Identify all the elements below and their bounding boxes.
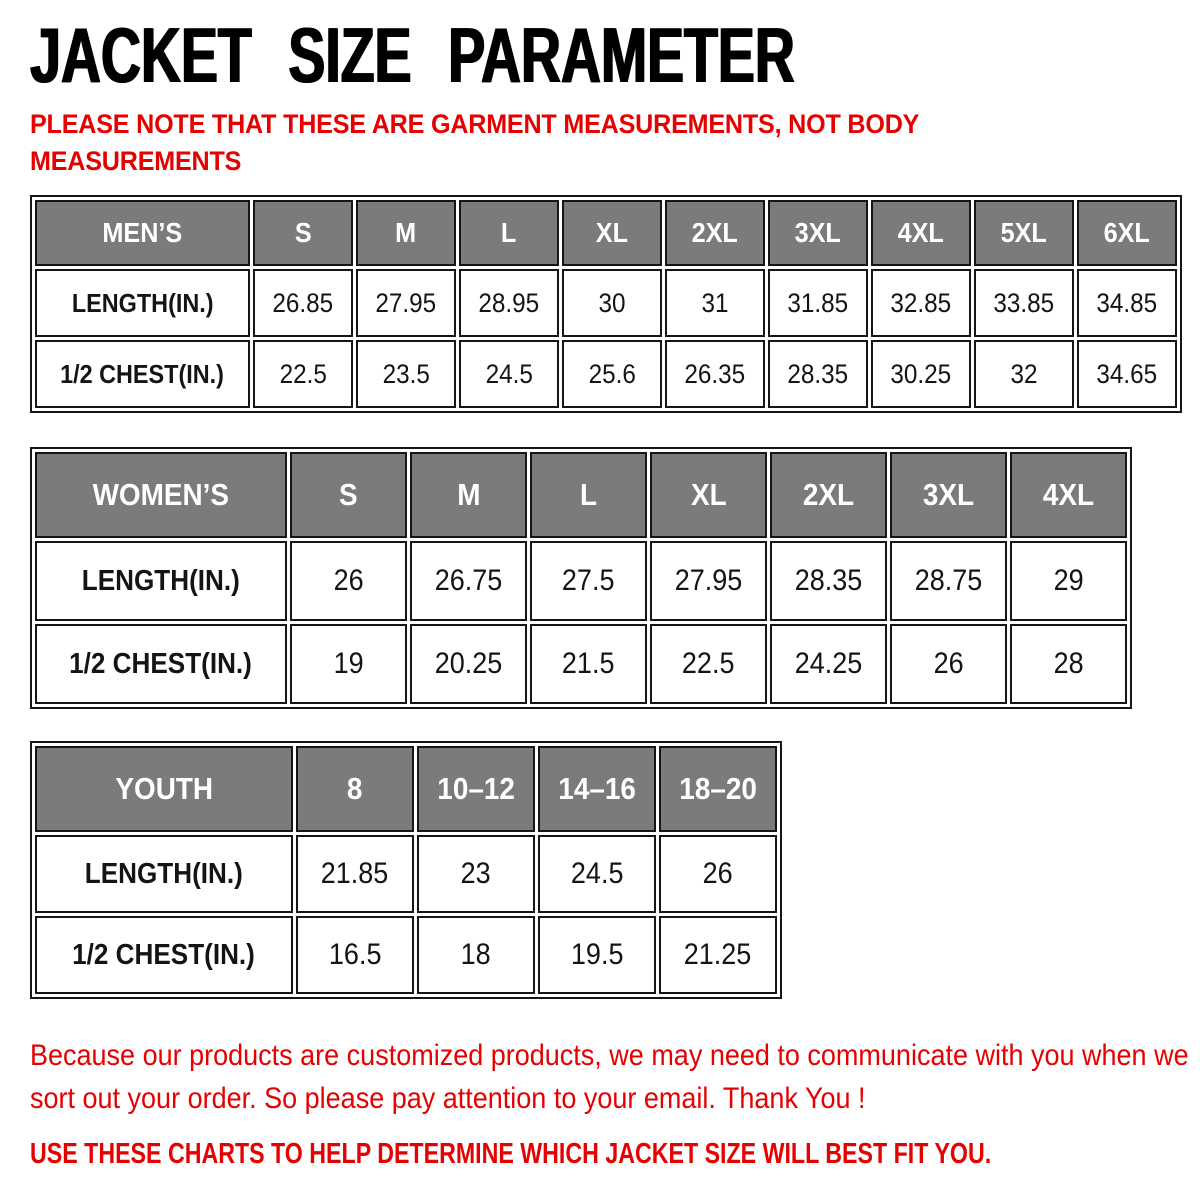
measurement-value: 34.85 [1096, 287, 1158, 318]
youth-size-table [30, 741, 782, 999]
youth-data-row [35, 835, 777, 913]
youth-table-title-cell [35, 746, 293, 832]
mens-table-title-cell [35, 200, 250, 266]
mens-data-row [35, 269, 1177, 337]
measurement-cell [290, 624, 407, 704]
measurement-cell [650, 624, 767, 704]
measurement-value: 28.75 [914, 564, 983, 598]
measurement-cell [356, 269, 456, 337]
header-label: 2XL [691, 217, 739, 249]
garment-measurement-note: PLEASE NOTE THAT THESE ARE GARMENT MEASUREMENTS, NOT BODY MEASUREMENTS [30, 109, 919, 176]
row-label: LENGTH(IN.) [81, 564, 241, 597]
mens-size-header-cell [871, 200, 971, 266]
size-tables-container [30, 195, 1200, 999]
measurement-value: 24.25 [794, 647, 863, 681]
measurement-value: 22.5 [682, 647, 735, 681]
mens-size-header-cell [974, 200, 1074, 266]
womens-size-header-cell [1010, 452, 1127, 538]
row-label: LENGTH(IN.) [84, 857, 244, 890]
header-label: WOMEN’S [92, 477, 230, 513]
header-label: 14–16 [558, 771, 636, 807]
header-label: M [395, 217, 417, 249]
measurement-cell [770, 624, 887, 704]
measurement-cell [296, 916, 414, 994]
measurement-value: 21.5 [562, 647, 615, 681]
measurement-cell [768, 269, 868, 337]
youth-data-row [35, 916, 777, 994]
measurement-cell [410, 541, 527, 621]
measurement-value: 27.5 [562, 564, 615, 598]
measurement-cell [871, 340, 971, 408]
row-label: 1/2 CHEST(IN.) [69, 647, 253, 680]
measurement-value: 31.85 [787, 287, 849, 318]
measurement-cell [562, 269, 662, 337]
header-label: 2XL [802, 477, 855, 513]
header-label: L [579, 477, 598, 513]
measurement-value: 23 [460, 857, 492, 891]
womens-size-header-cell [650, 452, 767, 538]
mens-header-row [35, 200, 1177, 266]
measurement-cell [974, 340, 1074, 408]
measurement-value: 22.5 [279, 358, 327, 389]
womens-header-row [35, 452, 1127, 538]
measurement-value: 26 [702, 857, 734, 891]
mens-size-header-cell [253, 200, 353, 266]
header-label: XL [595, 217, 629, 249]
mens-size-header-cell [356, 200, 456, 266]
youth-size-header-cell [538, 746, 656, 832]
fit-advice-line: USE THESE CHARTS TO HELP DETERMINE WHICH JACKET SIZE WILL BEST FIT YOU. [30, 1138, 992, 1171]
mens-size-header-cell [459, 200, 559, 266]
header-label: S [339, 477, 358, 513]
measurement-value: 32.85 [890, 287, 952, 318]
measurement-cell [1010, 624, 1127, 704]
measurement-value: 28 [1053, 647, 1084, 681]
mens-data-row [35, 340, 1177, 408]
measurement-value: 25.6 [588, 358, 636, 389]
measurement-value: 33.85 [993, 287, 1055, 318]
measurement-cell [1077, 269, 1177, 337]
measurement-value: 24.5 [485, 358, 533, 389]
measurement-value: 18 [460, 938, 492, 972]
header-label: MEN’S [102, 217, 183, 249]
measurement-value: 28.35 [787, 358, 849, 389]
measurement-value: 26.85 [272, 287, 334, 318]
measurement-value: 27.95 [674, 564, 743, 598]
row-label: 1/2 CHEST(IN.) [72, 938, 256, 971]
measurement-cell [1010, 541, 1127, 621]
header-label: 18–20 [679, 771, 757, 807]
measurement-cell [659, 916, 777, 994]
measurement-value: 21.85 [321, 857, 389, 891]
womens-size-table [30, 447, 1132, 709]
measurement-value: 32 [1010, 358, 1038, 389]
measurement-value: 34.65 [1096, 358, 1158, 389]
measurement-cell [562, 340, 662, 408]
measurement-cell [356, 340, 456, 408]
row-label-cell [35, 835, 293, 913]
header-label: 5XL [1000, 217, 1048, 249]
mens-size-header-cell [562, 200, 662, 266]
row-label: 1/2 CHEST(IN.) [60, 358, 225, 389]
measurement-cell [290, 541, 407, 621]
row-label-cell [35, 624, 287, 704]
youth-header-row [35, 746, 777, 832]
womens-table-title-cell [35, 452, 287, 538]
measurement-cell [890, 541, 1007, 621]
row-label: LENGTH(IN.) [71, 287, 214, 318]
measurement-cell [768, 340, 868, 408]
row-label-cell [35, 340, 250, 408]
measurement-cell [253, 340, 353, 408]
measurement-value: 30 [598, 287, 626, 318]
measurement-cell [410, 624, 527, 704]
measurement-value: 30.25 [890, 358, 952, 389]
row-label-cell [35, 916, 293, 994]
header-label: 6XL [1103, 217, 1151, 249]
womens-data-row [35, 624, 1127, 704]
header-label: L [501, 217, 517, 249]
measurement-value: 19 [333, 647, 364, 681]
measurement-value: 20.25 [434, 647, 503, 681]
measurement-cell [650, 541, 767, 621]
measurement-cell [417, 835, 535, 913]
measurement-value: 27.95 [375, 287, 437, 318]
measurement-cell [530, 624, 647, 704]
measurement-value: 29 [1053, 564, 1084, 598]
measurement-value: 26 [333, 564, 364, 598]
mens-size-table [30, 195, 1182, 413]
womens-size-header-cell [770, 452, 887, 538]
measurement-cell [665, 340, 765, 408]
womens-size-header-cell [290, 452, 407, 538]
measurement-cell [253, 269, 353, 337]
measurement-value: 26.35 [684, 358, 746, 389]
header-label: 3XL [794, 217, 842, 249]
womens-data-row [35, 541, 1127, 621]
header-label: YOUTH [115, 771, 213, 807]
row-label-cell [35, 541, 287, 621]
measurement-value: 24.5 [570, 857, 624, 891]
measurement-value: 26 [933, 647, 964, 681]
mens-size-header-cell [768, 200, 868, 266]
measurement-cell [530, 541, 647, 621]
header-label: S [294, 217, 312, 249]
measurement-cell [538, 916, 656, 994]
measurement-cell [659, 835, 777, 913]
youth-size-header-cell [296, 746, 414, 832]
mens-size-header-cell [1077, 200, 1177, 266]
measurement-cell [665, 269, 765, 337]
header-label: 10–12 [437, 771, 515, 807]
measurement-value: 28.95 [478, 287, 540, 318]
womens-size-header-cell [410, 452, 527, 538]
header-label: M [456, 477, 481, 513]
measurement-cell [974, 269, 1074, 337]
measurement-cell [1077, 340, 1177, 408]
measurement-cell [871, 269, 971, 337]
measurement-value: 28.35 [794, 564, 863, 598]
mens-size-header-cell [665, 200, 765, 266]
header-label: 4XL [1042, 477, 1095, 513]
measurement-value: 26.75 [434, 564, 503, 598]
measurement-cell [417, 916, 535, 994]
measurement-cell [538, 835, 656, 913]
customization-notice: Because our products are customized products, we may need to communicate with you when we sort out your order. So please pay attention to your email. Thank You ! [30, 1039, 1189, 1115]
youth-size-header-cell [659, 746, 777, 832]
header-label: 4XL [897, 217, 945, 249]
measurement-cell [459, 340, 559, 408]
row-label-cell [35, 269, 250, 337]
header-label: 3XL [922, 477, 975, 513]
page-title: JACKET SIZE PARAMETER [30, 11, 795, 99]
measurement-value: 21.25 [684, 938, 752, 972]
measurement-value: 31 [701, 287, 729, 318]
womens-size-header-cell [530, 452, 647, 538]
womens-size-header-cell [890, 452, 1007, 538]
measurement-cell [890, 624, 1007, 704]
header-label: 8 [347, 771, 363, 807]
measurement-value: 19.5 [570, 938, 624, 972]
measurement-cell [296, 835, 414, 913]
measurement-value: 23.5 [382, 358, 430, 389]
measurement-cell [770, 541, 887, 621]
measurement-value: 16.5 [328, 938, 382, 972]
measurement-cell [459, 269, 559, 337]
header-label: XL [690, 477, 727, 513]
youth-size-header-cell [417, 746, 535, 832]
